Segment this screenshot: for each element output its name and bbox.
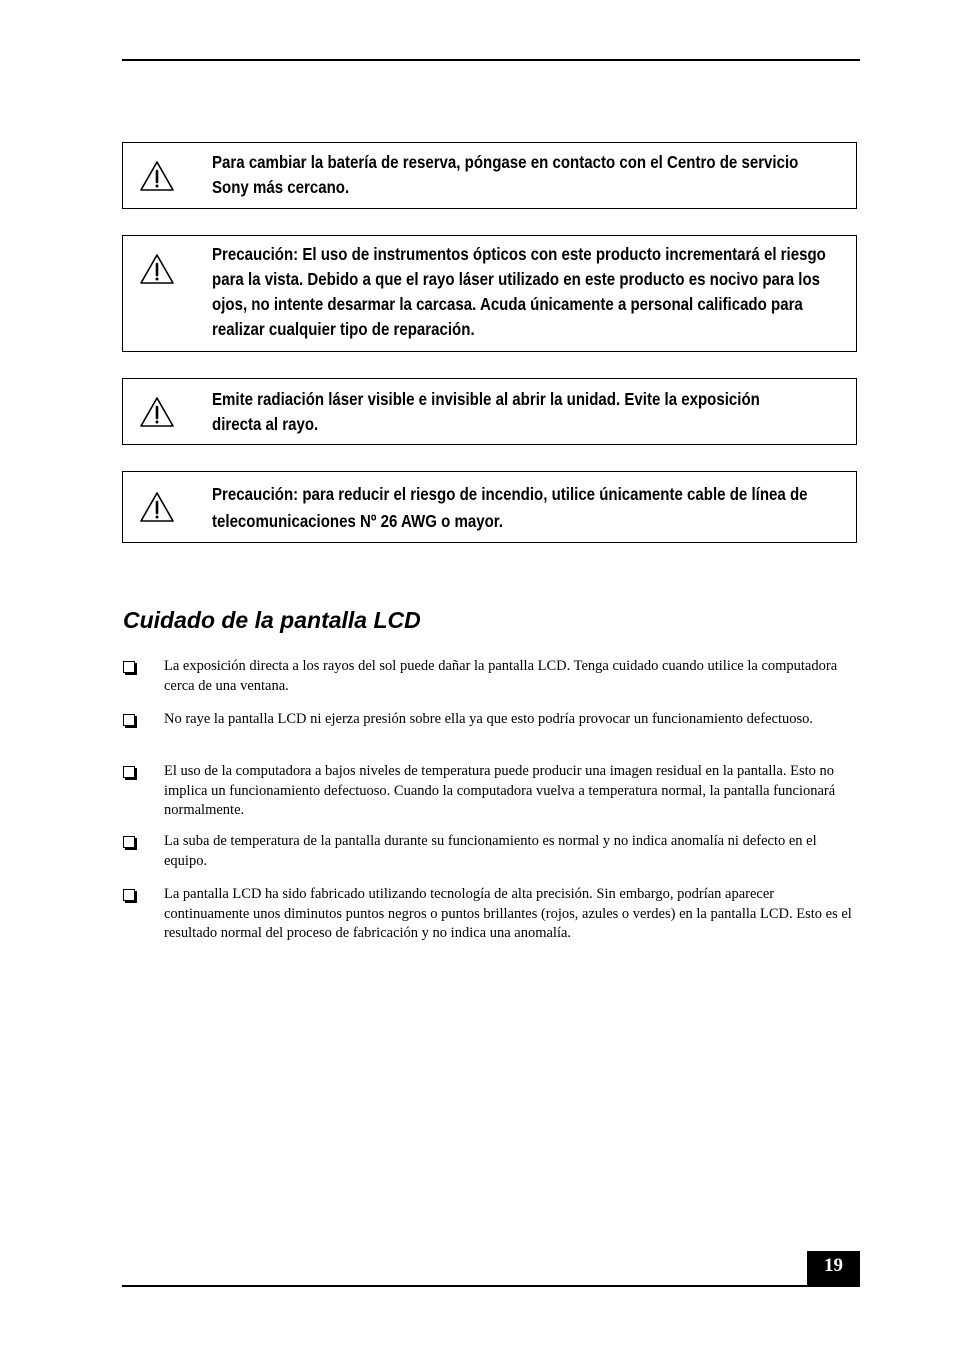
warning-triangle-icon: [139, 253, 175, 285]
checkbox-bullet-icon: [123, 661, 135, 673]
list-item-text: El uso de la computadora a bajos niveles de temperatura puede producir una imagen residual en la pantalla. Esto no implica un funcionamiento defectuoso. Cuando la computadora vuelva a temperatura normal, la pantalla funcionará normalmente.: [164, 763, 836, 818]
warning-text: Precaución: El uso de instrumentos ópticos con este producto incrementará el riesgo para la vista. Debido a que el rayo láser utilizado en este producto es nocivo para los ojos, no intente desarmar la carcasa. Acuda únicamente a personal calificado para realizar cualquier tipo de reparación.: [212, 244, 826, 339]
warning-text: Precaución: para reducir el riesgo de incendio, utilice únicamente cable de línea de telecomunicaciones Nº 26 AWG o mayor.: [212, 484, 808, 531]
footer-rule: [122, 1285, 860, 1287]
warning-triangle-icon: [139, 396, 175, 428]
warning-box: [122, 378, 857, 445]
warning-text: Para cambiar la batería de reserva, póngase en contacto con el Centro de servicio Sony más cercano.: [212, 152, 799, 197]
list-item-text: La pantalla LCD ha sido fabricado utilizando tecnología de alta precisión. Sin embargo, podrían aparecer continuamente unos diminutos puntos negros o puntos brillantes (rojos, azules o verdes) en la pantalla LCD. Esto es el resultado normal del proceso de fabricación y no indica una anomalía.: [164, 886, 852, 941]
list-item-text: La suba de temperatura de la pantalla durante su funcionamiento es normal y no indica anomalía ni defecto en el equipo.: [164, 833, 817, 869]
page-number-box: [807, 1251, 860, 1287]
warning-box: [122, 142, 857, 209]
checkbox-bullet-icon: [123, 889, 135, 901]
warning-triangle-icon: [139, 160, 175, 192]
warning-box: [122, 235, 857, 352]
list-item-text: La exposición directa a los rayos del sol puede dañar la pantalla LCD. Tenga cuidado cuando utilice la computadora cerca de una ventana.: [164, 658, 838, 694]
warning-box: [122, 471, 857, 543]
warning-triangle-icon: [139, 491, 175, 523]
warning-text: Emite radiación láser visible e invisible al abrir la unidad. Evite la exposición directa al rayo.: [212, 389, 760, 434]
section-heading: Cuidado de la pantalla LCD: [123, 607, 421, 633]
header-rule: [122, 59, 860, 61]
page-number: 19: [824, 1255, 843, 1276]
checkbox-bullet-icon: [123, 836, 135, 848]
list-item-text: No raye la pantalla LCD ni ejerza presión sobre ella ya que esto podría provocar un funcionamiento defectuoso.: [164, 711, 814, 727]
checkbox-bullet-icon: [123, 766, 135, 778]
checkbox-bullet-icon: [123, 714, 135, 726]
